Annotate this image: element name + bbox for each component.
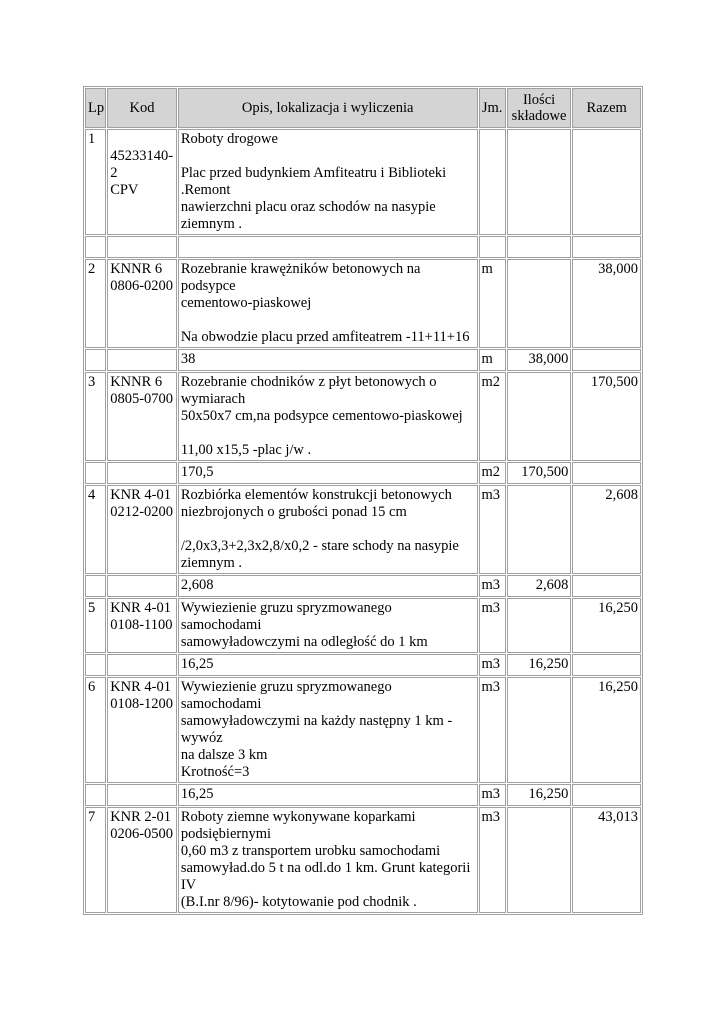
cell-lp: 2 xyxy=(85,259,106,348)
cell-lp: 3 xyxy=(85,372,106,461)
cell-jm: m3 xyxy=(479,677,506,783)
cell-calc: 2,608 xyxy=(178,575,478,597)
cell-calc: 38 xyxy=(178,349,478,371)
header-razem: Razem xyxy=(572,88,641,128)
cell-razem: 43,013 xyxy=(572,807,641,913)
calc-empty xyxy=(572,349,641,371)
cell-jm: m3 xyxy=(479,485,506,574)
cell-calc-jm: m3 xyxy=(479,784,506,806)
calc-empty xyxy=(85,575,106,597)
table-row xyxy=(85,807,641,913)
cell-calc-jm: m xyxy=(479,349,506,371)
cell-jm: m3 xyxy=(479,807,506,913)
table-row-calc xyxy=(85,349,641,371)
calc-empty xyxy=(572,654,641,676)
calc-empty xyxy=(572,784,641,806)
cell-ilosci xyxy=(507,129,572,235)
table-row-calc xyxy=(85,575,641,597)
table-row-intro xyxy=(85,129,641,235)
cell-ilosci xyxy=(507,372,572,461)
blank-cell xyxy=(507,236,572,258)
blank-cell xyxy=(85,236,106,258)
blank-cell xyxy=(107,236,177,258)
blank-cell xyxy=(572,236,641,258)
cell-razem: 16,250 xyxy=(572,677,641,783)
blank-cell xyxy=(479,236,506,258)
cell-razem: 38,000 xyxy=(572,259,641,348)
header-row xyxy=(85,88,641,128)
cell-opis: Roboty drogowe Plac przed budynkiem Amfiteatru i Biblioteki .Remont nawierzchni placu oraz schodów na nasypie ziemnym . xyxy=(178,129,478,235)
table-row-blank xyxy=(85,236,641,258)
blank-cell xyxy=(178,236,478,258)
cell-calc-ilosc: 16,250 xyxy=(507,654,572,676)
calc-empty xyxy=(107,654,177,676)
cell-lp: 6 xyxy=(85,677,106,783)
cell-calc: 16,25 xyxy=(178,784,478,806)
cell-ilosci xyxy=(507,485,572,574)
cell-kod: KNR 4-01 0108-1200 xyxy=(107,677,177,783)
cell-opis: Roboty ziemne wykonywane koparkami podsiębiernymi 0,60 m3 z transportem urobku samochodami samowyład.do 5 t na odl.do 1 km. Grunt kategorii IV (B.I.nr 8/96)- kotytowanie pod chodnik . xyxy=(178,807,478,913)
cell-calc-ilosc: 38,000 xyxy=(507,349,572,371)
header-ilosci: Ilości składowe xyxy=(507,88,572,128)
cell-ilosci xyxy=(507,807,572,913)
calc-empty xyxy=(572,575,641,597)
header-lp: Lp xyxy=(85,88,106,128)
cell-lp: 7 xyxy=(85,807,106,913)
table-row xyxy=(85,598,641,653)
cell-opis: Wywiezienie gruzu spryzmowanego samochodami samowyładowczymi na każdy następny 1 km - wywóz na dalsze 3 km Krotność=3 xyxy=(178,677,478,783)
calc-empty xyxy=(107,575,177,597)
table-row xyxy=(85,485,641,574)
header-kod: Kod xyxy=(107,88,177,128)
table-row-calc xyxy=(85,654,641,676)
calc-empty xyxy=(85,349,106,371)
calc-empty xyxy=(107,349,177,371)
cell-calc: 170,5 xyxy=(178,462,478,484)
cell-calc-ilosc: 170,500 xyxy=(507,462,572,484)
calc-empty xyxy=(85,654,106,676)
cell-jm: m3 xyxy=(479,598,506,653)
table-row xyxy=(85,259,641,348)
cell-opis: Rozebranie krawężników betonowych na podsypce cementowo-piaskowej Na obwodzie placu przed amfiteatrem -11+11+16 xyxy=(178,259,478,348)
cell-jm: m2 xyxy=(479,372,506,461)
calc-empty xyxy=(85,462,106,484)
cell-calc-jm: m3 xyxy=(479,654,506,676)
cell-kod: KNR 4-01 0212-0200 xyxy=(107,485,177,574)
cell-razem: 170,500 xyxy=(572,372,641,461)
calc-empty xyxy=(107,462,177,484)
cell-kod: KNNR 6 0805-0700 xyxy=(107,372,177,461)
calc-empty xyxy=(107,784,177,806)
cell-opis: Rozbiórka elementów konstrukcji betonowych niezbrojonych o grubości ponad 15 cm /2,0x3,3+2,3x2,8/x0,2 - stare schody na nasypie ziemnym . xyxy=(178,485,478,574)
cell-kod: KNR 2-01 0206-0500 xyxy=(107,807,177,913)
cell-kod: KNR 4-01 0108-1100 xyxy=(107,598,177,653)
cell-lp: 4 xyxy=(85,485,106,574)
cell-calc-jm: m2 xyxy=(479,462,506,484)
cell-ilosci xyxy=(507,677,572,783)
table-row xyxy=(85,677,641,783)
header-opis: Opis, lokalizacja i wyliczenia xyxy=(178,88,478,128)
cell-razem xyxy=(572,129,641,235)
calc-empty xyxy=(85,784,106,806)
cell-calc: 16,25 xyxy=(178,654,478,676)
cell-opis: Wywiezienie gruzu spryzmowanego samochodami samowyładowczymi na odległość do 1 km xyxy=(178,598,478,653)
cell-jm: m xyxy=(479,259,506,348)
cell-razem: 16,250 xyxy=(572,598,641,653)
cell-kod: KNNR 6 0806-0200 xyxy=(107,259,177,348)
cell-opis: Rozebranie chodników z płyt betonowych o wymiarach 50x50x7 cm,na podsypce cementowo-piaskowej 11,00 x15,5 -plac j/w . xyxy=(178,372,478,461)
cell-jm xyxy=(479,129,506,235)
calc-empty xyxy=(572,462,641,484)
table-row-calc xyxy=(85,462,641,484)
table-row xyxy=(85,372,641,461)
cell-calc-ilosc: 16,250 xyxy=(507,784,572,806)
cell-ilosci xyxy=(507,598,572,653)
cell-razem: 2,608 xyxy=(572,485,641,574)
header-jm: Jm. xyxy=(479,88,506,128)
cell-kod: 45233140- 2 CPV xyxy=(107,129,177,235)
cell-ilosci xyxy=(507,259,572,348)
table-row-calc xyxy=(85,784,641,806)
cost-estimate-table xyxy=(83,86,643,915)
cell-lp: 5 xyxy=(85,598,106,653)
cell-calc-ilosc: 2,608 xyxy=(507,575,572,597)
cell-calc-jm: m3 xyxy=(479,575,506,597)
cell-lp: 1 xyxy=(85,129,106,235)
